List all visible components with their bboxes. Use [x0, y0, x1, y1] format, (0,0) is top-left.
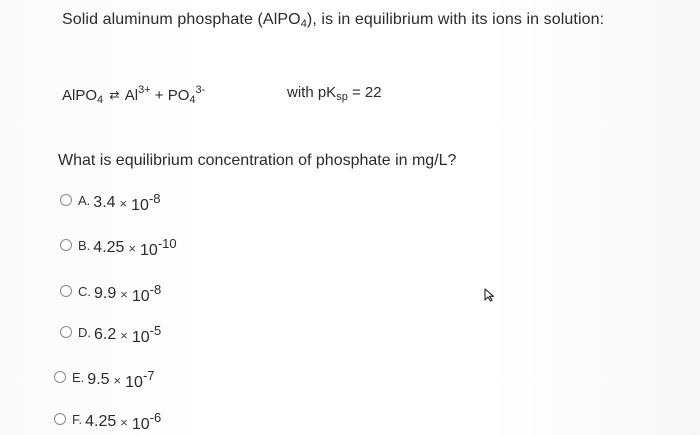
- option-value-power: [131, 185, 160, 215]
- radio-button-icon[interactable]: [54, 371, 66, 383]
- dissociation-equation: [62, 84, 205, 106]
- anion-formula: PO: [167, 87, 190, 104]
- option-mantissa: 3.4: [93, 194, 116, 211]
- option-d[interactable]: [60, 317, 161, 347]
- times-sign: ×: [113, 372, 122, 388]
- option-mantissa: 6.2: [94, 326, 117, 343]
- plus-sign: +: [154, 87, 164, 104]
- question-prompt: What is equilibrium concentration of phosphate in mg/L?: [58, 152, 457, 169]
- radio-button-icon[interactable]: [54, 413, 66, 425]
- option-f[interactable]: [54, 404, 161, 434]
- anion-subscript: 4: [189, 94, 196, 106]
- option-e[interactable]: [54, 362, 155, 392]
- option-base: 10: [125, 374, 143, 391]
- option-base: 10: [140, 242, 158, 259]
- times-sign: ×: [128, 240, 137, 256]
- radio-button-icon[interactable]: [60, 326, 72, 338]
- pksp-statement: [287, 84, 382, 103]
- option-exponent: -7: [142, 368, 155, 383]
- question-title: [62, 11, 604, 30]
- radio-button-icon[interactable]: [60, 194, 72, 206]
- equilibrium-arrow-icon: ⇄: [109, 88, 120, 102]
- title-prefix: Solid aluminum phosphate (AlPO: [62, 11, 301, 28]
- radio-button-icon[interactable]: [60, 285, 72, 297]
- pksp-prefix: with pK: [287, 84, 337, 101]
- option-letter: D.: [78, 324, 91, 340]
- times-sign: ×: [120, 286, 128, 302]
- reactant-subscript: 4: [97, 94, 104, 106]
- option-exponent: -6: [149, 410, 162, 425]
- option-value-power: [140, 230, 177, 260]
- option-base: 10: [131, 329, 150, 346]
- option-base: 10: [131, 416, 150, 433]
- option-exponent: -8: [148, 191, 161, 206]
- option-letter: F.: [72, 411, 83, 427]
- option-letter: E.: [72, 369, 85, 385]
- times-sign: ×: [119, 195, 128, 211]
- option-value-power: [125, 362, 154, 392]
- mouse-pointer-icon: [483, 288, 497, 302]
- option-b[interactable]: [60, 230, 177, 260]
- option-mantissa: 4.25: [85, 413, 117, 430]
- option-exponent: -8: [149, 282, 162, 297]
- option-mantissa: 9.5: [87, 371, 110, 388]
- option-a[interactable]: [60, 185, 161, 215]
- option-value-power: [132, 404, 161, 434]
- cation-formula: Al: [124, 87, 139, 104]
- option-exponent: -10: [157, 236, 177, 251]
- radio-button-icon[interactable]: [60, 239, 72, 251]
- cation-charge: 3+: [138, 84, 151, 96]
- option-letter: A.: [78, 192, 91, 208]
- times-sign: ×: [120, 414, 128, 430]
- option-base: 10: [131, 197, 149, 214]
- title-suffix: ), is in equilibrium with its ions in solution:: [306, 11, 605, 28]
- option-letter: C.: [78, 283, 91, 299]
- times-sign: ×: [120, 327, 128, 343]
- title-subscript: 4: [300, 18, 307, 30]
- reactant-formula: AlPO: [62, 87, 98, 104]
- option-exponent: -5: [149, 323, 162, 338]
- option-letter: B.: [78, 237, 91, 253]
- option-value-power: [132, 317, 161, 347]
- pksp-value: = 22: [347, 84, 382, 101]
- option-value-power: [132, 276, 161, 306]
- anion-charge: 3-: [195, 84, 206, 96]
- pksp-subscript: sp: [336, 91, 348, 103]
- option-c[interactable]: [60, 276, 161, 306]
- option-mantissa: 4.25: [93, 239, 125, 256]
- option-base: 10: [131, 288, 150, 305]
- option-mantissa: 9.9: [94, 285, 117, 302]
